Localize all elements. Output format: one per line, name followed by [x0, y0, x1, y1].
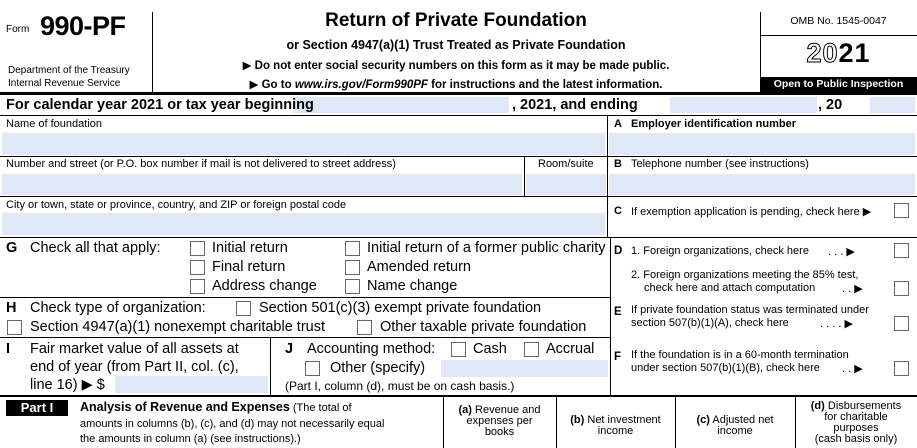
part-i-desc-line2: amounts in columns (b), (c), and (d) may not necessarily equal: [80, 418, 385, 430]
section-501c3-checkbox[interactable]: [236, 301, 251, 316]
section-4947-label: Section 4947(a)(1) nonexempt charitable trust: [30, 319, 325, 335]
fmv-line2: end of year (from Part II, col. (c),: [30, 359, 239, 375]
tax-year-end-input[interactable]: [670, 97, 817, 113]
accounting-method-label: Accounting method:: [307, 341, 436, 357]
form-title: Return of Private Foundation: [325, 10, 587, 31]
terminated-status-line1: If private foundation status was terminated under: [631, 304, 869, 316]
form-subtitle: or Section 4947(a)(1) Trust Treated as Private Foundation: [286, 38, 626, 52]
dept-line1: Department of the Treasury: [8, 65, 130, 76]
room-suite-label: Room/suite: [538, 158, 594, 170]
tax-year: 2021: [806, 38, 871, 68]
item-d-letter: D: [614, 245, 623, 257]
initial-return-checkbox[interactable]: [190, 241, 205, 256]
irs-url[interactable]: www.irs.gov/Form990PF: [294, 79, 428, 91]
name-of-foundation-input[interactable]: [2, 133, 605, 155]
part-i-title-line: Analysis of Revenue and Expenses (The total of: [80, 400, 352, 414]
room-suite-input[interactable]: [526, 174, 606, 195]
form-number: 990-PF: [40, 11, 126, 41]
address-change-label: Address change: [212, 278, 317, 294]
terminated-status-line2: section 507(b)(1)(A), check here: [631, 317, 789, 329]
instruction-website: ▶ Go to www.irs.gov/Form990PF for instructions and the latest information.: [249, 79, 663, 91]
foreign-85-line1: 2. Foreign organizations meeting the 85% test,: [631, 269, 859, 281]
item-j-letter: J: [285, 341, 294, 357]
exemption-pending-label: If exemption application is pending, check here ▶: [631, 206, 872, 218]
calendar-year-prefix: For calendar year 2021 or tax year beginning: [6, 97, 314, 113]
street-address-label: Number and street (or P.O. box number if mail is not delivered to street address): [6, 158, 396, 170]
item-i-letter: I: [6, 341, 11, 357]
part-i-title: Analysis of Revenue and Expenses: [80, 400, 290, 414]
other-method-input[interactable]: [441, 360, 608, 377]
sixty-month-line2: under section 507(b)(1)(B), check here: [631, 362, 820, 374]
other-taxable-foundation-checkbox[interactable]: [357, 320, 372, 335]
foreign-85-checkbox[interactable]: [894, 281, 909, 296]
item-g-label: Check all that apply:: [30, 240, 161, 256]
name-of-foundation-label: Name of foundation: [6, 118, 103, 130]
sixty-month-dots: . . ▶: [842, 363, 863, 375]
foreign-org-dots: . . . ▶: [828, 246, 855, 258]
section-4947-checkbox[interactable]: [7, 320, 22, 335]
amended-return-checkbox[interactable]: [345, 260, 360, 275]
item-e-letter: E: [614, 306, 622, 318]
col-c-header: (c) Adjusted net income: [696, 414, 774, 437]
item-b-letter: B: [614, 158, 622, 170]
fmv-amount-input[interactable]: [115, 376, 268, 393]
ein-input[interactable]: [609, 133, 915, 155]
amended-return-label: Amended return: [367, 259, 471, 275]
item-c-letter: C: [614, 205, 622, 217]
initial-return-label: Initial return: [212, 240, 288, 256]
item-g-letter: G: [6, 240, 18, 256]
name-change-label: Name change: [367, 278, 458, 294]
dept-line2: Internal Revenue Service: [8, 78, 121, 89]
item-h-label: Check type of organization:: [30, 300, 206, 316]
col-b-header: (b) Net investment income: [570, 414, 661, 437]
other-method-label: Other (specify): [330, 360, 426, 376]
cash-method-checkbox[interactable]: [451, 342, 466, 357]
item-f-letter: F: [614, 351, 622, 363]
street-address-input[interactable]: [2, 174, 522, 195]
cash-method-label: Cash: [473, 341, 507, 357]
col-a-header: (a) Revenue and expenses per books: [458, 404, 541, 438]
telephone-label: Telephone number (see instructions): [631, 158, 809, 170]
calendar-year-mid: , 2021, and ending: [512, 97, 638, 113]
accrual-method-label: Accrual: [546, 341, 595, 357]
address-change-checkbox[interactable]: [190, 279, 205, 294]
final-return-label: Final return: [212, 259, 286, 275]
tax-year-end-year-input[interactable]: [870, 97, 915, 113]
final-return-checkbox[interactable]: [190, 260, 205, 275]
fmv-line3: line 16) ▶ $: [30, 377, 105, 393]
sixty-month-line1: If the foundation is in a 60-month termination: [631, 349, 849, 361]
instruction-ssn: ▶ Do not enter social security numbers on this form as it may be made public.: [242, 60, 670, 72]
accrual-method-checkbox[interactable]: [524, 342, 539, 357]
calendar-year-end: , 20: [818, 97, 843, 113]
col-d-header: (d) Disbursements for charitable purposes (cash basis only): [810, 400, 902, 445]
city-input[interactable]: [2, 213, 605, 235]
omb-number: OMB No. 1545-0047: [790, 15, 887, 27]
form-word: Form: [6, 24, 30, 35]
name-change-checkbox[interactable]: [345, 279, 360, 294]
foreign-org-label: 1. Foreign organizations, check here: [631, 245, 809, 257]
telephone-input[interactable]: [609, 174, 915, 195]
part-i-badge: Part I: [6, 400, 68, 416]
ein-label: Employer identification number: [631, 118, 797, 130]
other-method-checkbox[interactable]: [305, 361, 320, 376]
other-taxable-foundation-label: Other taxable private foundation: [380, 319, 587, 335]
city-label: City or town, state or province, country, and ZIP or foreign postal code: [6, 199, 347, 211]
item-a-letter: A: [614, 118, 622, 130]
foreign-85-line2: check here and attach computation: [644, 282, 816, 294]
sixty-month-checkbox[interactable]: [894, 361, 909, 376]
section-501c3-label: Section 501(c)(3) exempt private foundation: [259, 300, 542, 316]
cash-basis-note: (Part I, column (d), must be on cash basis.): [285, 379, 515, 393]
exemption-pending-checkbox[interactable]: [894, 203, 909, 218]
part-i-desc-line3: the amounts in column (a) (see instructions).): [80, 433, 301, 445]
initial-return-former-charity-label: Initial return of a former public charity: [367, 240, 606, 256]
foreign-85-dots: . . ▶: [842, 283, 863, 295]
item-h-letter: H: [6, 300, 17, 316]
terminated-status-dots: . . . . ▶: [820, 318, 853, 330]
fmv-line1: Fair market value of all assets at: [30, 341, 239, 357]
terminated-status-checkbox[interactable]: [894, 316, 909, 331]
open-inspection-badge: Open to Public Inspection: [760, 77, 917, 92]
foreign-org-checkbox[interactable]: [894, 243, 909, 258]
tax-year-begin-input[interactable]: [293, 97, 509, 113]
initial-return-former-charity-checkbox[interactable]: [345, 241, 360, 256]
